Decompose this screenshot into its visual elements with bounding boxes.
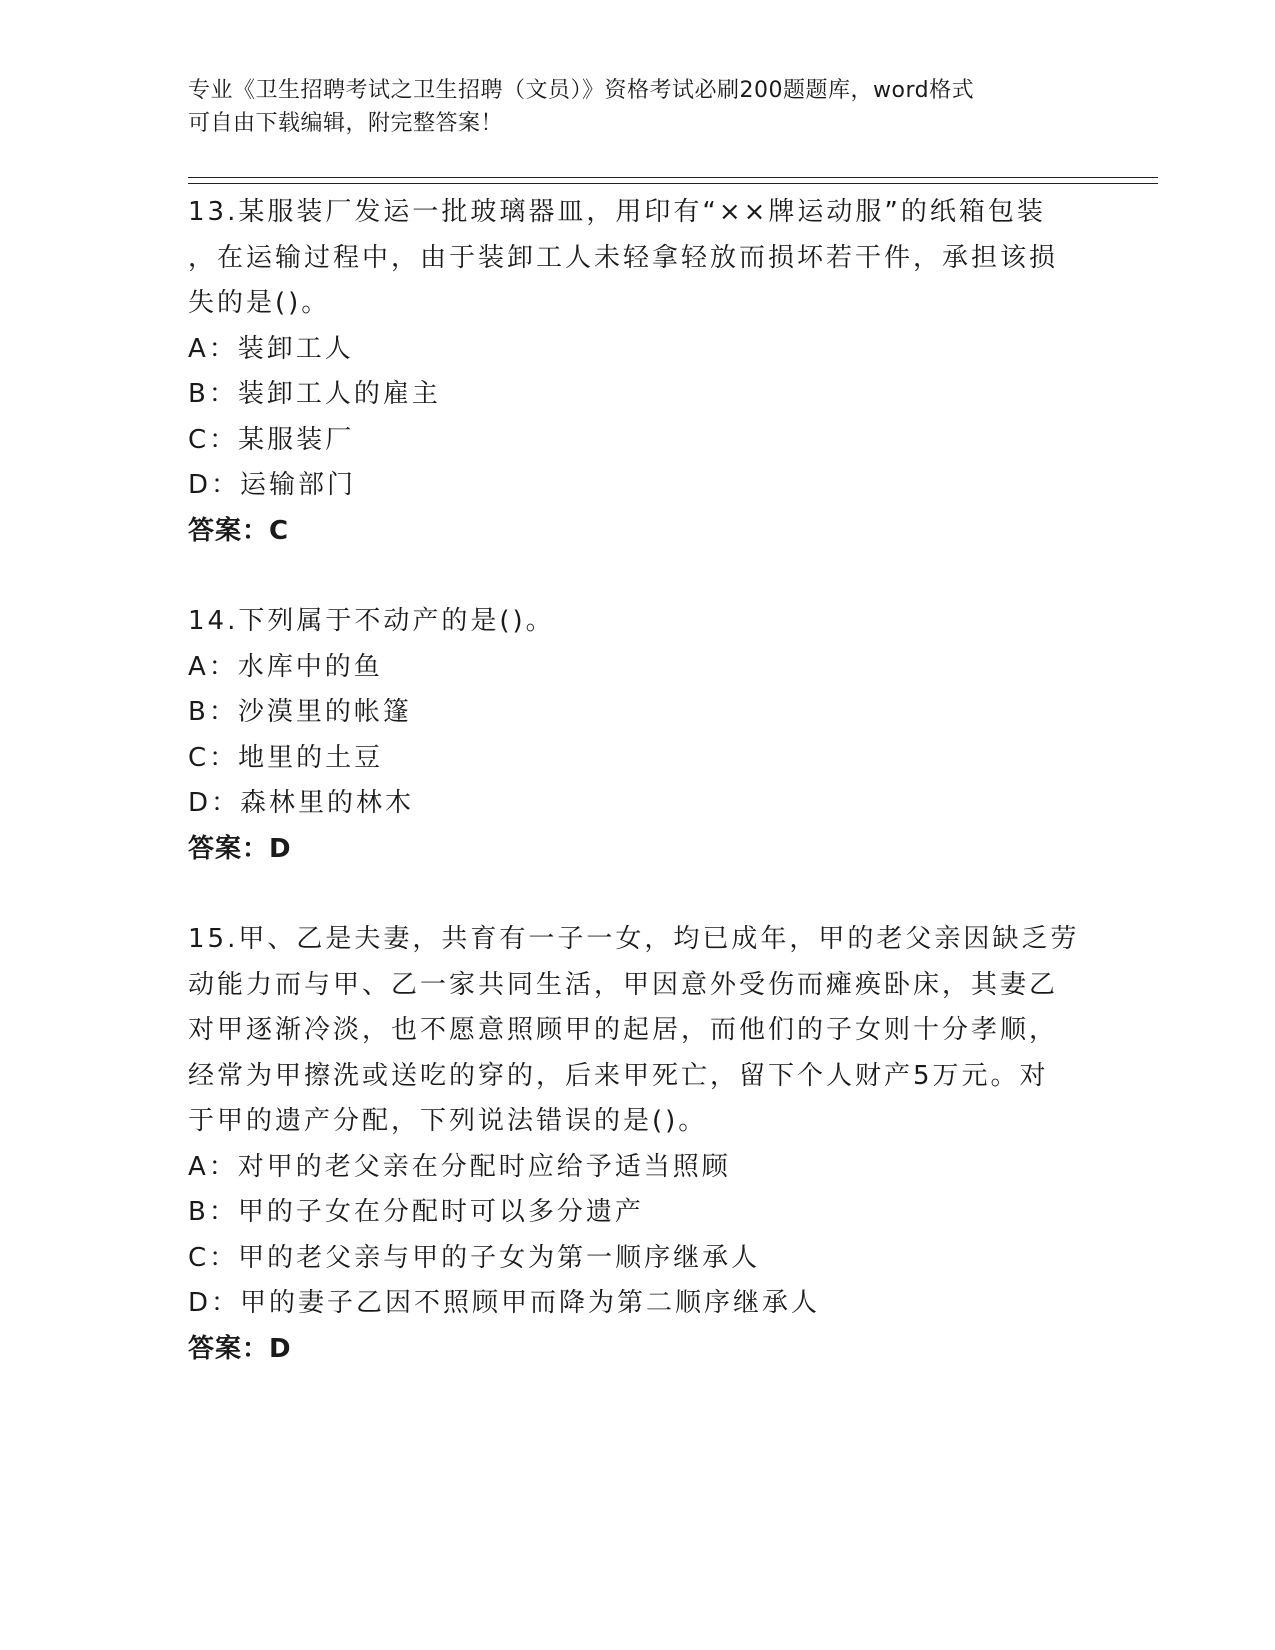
option-b: B：甲的子女在分配时可以多分遗产	[188, 1197, 644, 1227]
option-c: C：地里的土豆	[188, 742, 384, 773]
option-c: C：某服装厂	[188, 424, 355, 455]
answer-label: 答案：D	[188, 1333, 292, 1364]
question-15	[188, 917, 1088, 1372]
question-spacer	[188, 554, 1088, 599]
question-list	[188, 190, 1088, 1372]
option-d: D：甲的妻子乙因不照顾甲而降为第二顺序继承人	[188, 1288, 821, 1318]
option-c: C：甲的老父亲与甲的子女为第一顺序继承人	[188, 1242, 761, 1273]
question-stem-line: 动能力而与甲、乙一家共同生活，甲因意外受伤而瘫痪卧床，其妻乙	[188, 969, 1059, 1000]
header-divider-bottom	[188, 183, 1158, 184]
option-d: D：森林里的林木	[188, 788, 415, 818]
header-divider-top	[188, 177, 1158, 178]
document-header	[188, 74, 1068, 140]
question-stem-line: ，在运输过程中，由于装卸工人未轻拿轻放而损坏若干件，承担该损	[188, 242, 1059, 273]
option-b: B：沙漠里的帐篷	[188, 697, 412, 727]
question-stem-line: 失的是()。	[188, 288, 331, 318]
question-stem-line: 于甲的遗产分配，下列说法错误的是()。	[188, 1106, 708, 1136]
question-stem-line: 14.下列属于不动产的是()。	[188, 606, 555, 636]
option-b: B：装卸工人的雇主	[188, 379, 441, 409]
option-d: D：运输部门	[188, 470, 357, 500]
question-13	[188, 190, 1088, 554]
question-spacer	[188, 872, 1088, 917]
question-stem-line: 对甲逐渐冷淡，也不愿意照顾甲的起居，而他们的子女则十分孝顺，	[188, 1015, 1059, 1045]
option-a: A：装卸工人	[188, 333, 354, 364]
question-stem-line: 经常为甲擦洗或送吃的穿的，后来甲死亡，留下个人财产5万元。对	[188, 1060, 1049, 1091]
answer-label: 答案：D	[188, 833, 292, 864]
option-a: A：对甲的老父亲在分配时应给予适当照顾	[188, 1151, 731, 1182]
header-line: 专业《卫生招聘考试之卫生招聘（文员）》资格考试必刷200题题库，word格式	[188, 78, 975, 103]
option-a: A：水库中的鱼	[188, 651, 383, 682]
question-stem-line: 13.某服装厂发运一批玻璃器皿，用印有“××牌运动服”的纸箱包装	[188, 197, 1046, 227]
answer-label: 答案：C	[188, 515, 290, 546]
question-stem-line: 15.甲、乙是夫妻，共育有一子一女，均已成年，甲的老父亲因缺乏劳	[188, 924, 1080, 954]
header-line: 可自由下载编辑，附完整答案！	[188, 111, 504, 136]
question-14	[188, 599, 1088, 872]
